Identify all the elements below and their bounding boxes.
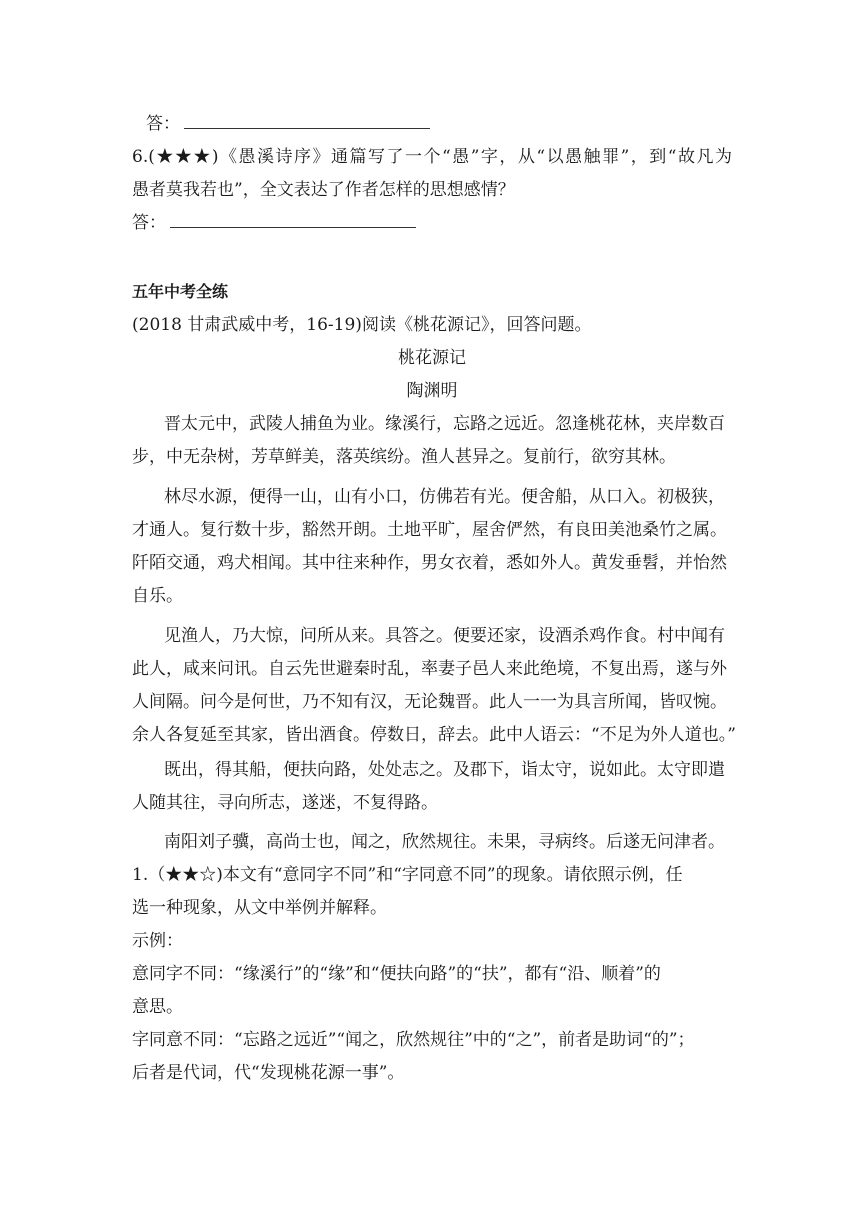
passage-line: 林尽水源，便得一山，山有小口，仿佛若有光。便舍船，从口入。初极狭，: [164, 487, 725, 507]
source-line: (2018 甘肃武威中考，16-19)阅读《桃花源记》，回答问题。: [132, 315, 592, 335]
passage-title: 桃花源记: [398, 348, 466, 368]
section-title: 五年中考全练: [132, 282, 229, 301]
passage-line: 步，中无杂树，芳草鲜美，落英缤纷。渔人甚异之。复前行，欲穷其林。: [132, 447, 676, 467]
answer-label: 答：: [132, 213, 166, 233]
q1-line-1: 1.（★★☆)本文有“意同字不同”和“字同意不同”的现象。请依照示例，任: [132, 865, 683, 885]
passage-line: 自乐。: [132, 586, 183, 606]
example-label: 示例：: [132, 931, 183, 951]
q5-answer-line: [146, 112, 746, 136]
answer-blank[interactable]: [184, 114, 430, 129]
example-1-line-1: 意同字不同：“缘溪行”的“缘”和“便扶向路”的“扶”，都有“沿、顺着”的: [132, 964, 661, 984]
q6-line-1: 6.(★★★)《愚溪诗序》通篇写了一个“愚”字，从“以愚触罪”，到“故凡为: [132, 147, 732, 167]
passage-line: 阡陌交通，鸡犬相闻。其中往来种作，男女衣着，悉如外人。黄发垂髫，并怡然: [132, 553, 727, 573]
example-1-line-2: 意思。: [132, 997, 183, 1017]
example-2-line-1: 字同意不同：“忘路之远近”“闻之，欣然规往”中的“之”，前者是助词“的”；: [132, 1030, 695, 1050]
passage-line: 余人各复延至其家，皆出酒食。停数日，辞去。此中人语云：“不足为外人道也。”: [132, 725, 736, 745]
example-2-line-2: 后者是代词，代“发现桃花源一事”。: [132, 1063, 405, 1083]
passage-line: 既出，得其船，便扶向路，处处志之。及郡下，诣太守，说如此。太守即遣: [164, 760, 725, 780]
q6-answer-line: [132, 211, 732, 235]
passage-line: 此人，咸来问讯。自云先世避秦时乱，率妻子邑人来此绝境，不复出焉，遂与外: [132, 659, 727, 679]
passage-author: 陶渊明: [406, 381, 458, 401]
q1-line-2: 选一种现象，从文中举例并解释。: [132, 898, 387, 918]
passage-line: 人间隔。问今是何世，乃不知有汉，无论魏晋。此人一一为具言所闻，皆叹惋。: [132, 692, 727, 712]
passage-line: 见渔人，乃大惊，问所从来。具答之。便要还家，设酒杀鸡作食。村中闻有: [164, 626, 725, 646]
q6-line-2: 愚者莫我若也”，全文表达了作者怎样的思想感情？: [132, 180, 515, 200]
passage-line: 才通人。复行数十步，豁然开朗。土地平旷，屋舍俨然，有良田美池桑竹之属。: [132, 520, 727, 540]
answer-blank[interactable]: [170, 213, 416, 228]
passage-line: 人随其往，寻向所志，遂迷，不复得路。: [132, 793, 438, 813]
answer-label: 答：: [146, 114, 180, 134]
passage-line: 晋太元中，武陵人捕鱼为业。缘溪行，忘路之远近。忽逢桃花林，夹岸数百: [164, 414, 725, 434]
passage-line: 南阳刘子骥，高尚士也，闻之，欣然规往。未果，寻病终。后遂无问津者。: [164, 832, 725, 852]
